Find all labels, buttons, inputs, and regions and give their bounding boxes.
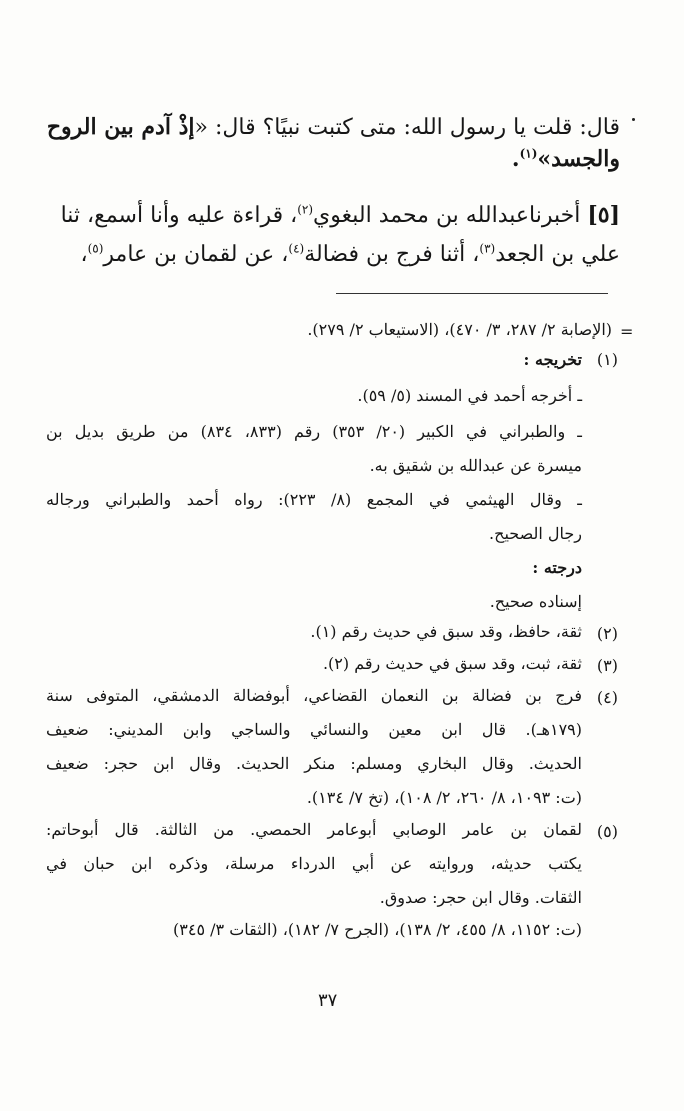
footnote-1-line-6: إسناده صحيح. — [489, 592, 582, 611]
main-line-2-text: والجسد» — [537, 146, 620, 172]
footnote-number-2: (٢) — [596, 624, 618, 643]
footnote-4-line-2: (١٧٩هـ). قال ابن معين والنسائي والساجي وابن المديني: ضعيف — [46, 720, 582, 739]
main-line-1-text: قال: قلت يا رسول الله: متى كتبت نبيًا؟ قال: « — [194, 115, 620, 140]
footnote-5-line-3: الثقات. وقال ابن حجر: صدوق. — [379, 888, 582, 907]
main-line-4 — [80, 242, 620, 267]
footnote-3-text: ثقة، ثبت، وقد سبق في حديث رقم (٢). — [322, 654, 582, 673]
footnote-2-text: ثقة، حافظ، وقد سبق في حديث رقم (١). — [310, 622, 582, 641]
main-line-1 — [47, 114, 620, 140]
footnote-5-line-2: يكتب حديثه، وروايته عن أبي الدرداء مرسلة، وذكره ابن حبان في — [46, 854, 582, 873]
quote-bold: إذْ آدم بين الروح — [46, 114, 195, 140]
continuation-mark: = — [620, 322, 634, 341]
footnote-ref-1: (١) — [519, 146, 538, 161]
footnote-separator — [336, 293, 608, 294]
main-line-4-a: علي بن الجعد — [495, 242, 620, 267]
footnote-1-line-2: ـ والطبراني في الكبير (٢٠/ ٣٥٣) رقم (٨٣٣، ٨٣٤) من طريق بديل بن — [46, 422, 582, 441]
main-line-3 — [61, 202, 620, 228]
footnote-ref-2: (٢) — [297, 202, 314, 217]
footnote-number-5: (٥) — [596, 822, 618, 841]
main-line-2 — [512, 146, 620, 172]
footnote-1-grade-title: درجته : — [532, 558, 582, 577]
footnote-ref-5: (٥) — [87, 241, 104, 256]
main-line-3-a: أخبرناعبدالله بن محمد البغوي — [313, 203, 581, 228]
footnote-4-line-3: الحديث. وقال البخاري ومسلم: منكر الحديث. وقال ابن حجر: ضعيف — [46, 754, 582, 773]
page-number: ٣٧ — [318, 990, 338, 1011]
footnote-continuation: (الإصابة ٢/ ٢٨٧، ٣/ ٤٧٠)، (الاستيعاب ٢/ ٢٧٩). — [307, 320, 612, 339]
footnote-5-line-4: (ت: ١١٥٢، ٨/ ٤٥٥، ٢/ ١٣٨)، (الجرح ٧/ ١٨٢)، (الثقات ٣/ ٣٤٥) — [173, 920, 582, 939]
hadith-number: [٥] — [587, 202, 620, 228]
footnote-ref-4: (٤) — [288, 241, 305, 256]
footnote-4-line-4: (ت: ١٠٩٣، ٨/ ٢٦٠، ٢/ ١٠٨)، (تخ ٧/ ١٣٤). — [306, 788, 582, 807]
footnote-5-line-1: لقمان بن عامر الوصابي أبوعامر الحمصي. من الثالثة. قال أبوحاتم: — [46, 820, 583, 839]
footnote-number-3: (٣) — [596, 656, 618, 675]
period: . — [511, 146, 520, 172]
footnote-1-title: تخريجه : — [523, 350, 582, 369]
main-line-4-b: ، أثنا فرج بن فضالة — [304, 242, 480, 267]
footnote-number-1: (١) — [596, 350, 618, 369]
footnote-1-line-5: رجال الصحيح. — [489, 524, 582, 543]
margin-dot — [632, 118, 635, 121]
main-line-4-c: ، عن لقمان بن عامر — [103, 242, 289, 267]
main-line-3-b: ، قراءة عليه وأنا أسمع، ثنا — [60, 203, 298, 228]
footnote-number-4: (٤) — [596, 688, 618, 707]
footnote-1-line-3: ميسرة عن عبدالله بن شقيق به. — [369, 456, 582, 475]
footnote-1-line-4: ـ وقال الهيثمي في المجمع (٨/ ٢٢٣): رواه أحمد والطبراني ورجاله — [46, 490, 582, 509]
footnote-4-line-1: فرج بن فضالة بن النعمان القضاعي، أبوفضالة الدمشقي، المتوفى سنة — [46, 686, 582, 705]
main-line-4-d: ، — [80, 242, 88, 267]
footnote-ref-3: (٣) — [479, 241, 496, 256]
footnote-1-line-1: ـ أخرجه أحمد في المسند (٥/ ٥٩). — [357, 386, 582, 405]
